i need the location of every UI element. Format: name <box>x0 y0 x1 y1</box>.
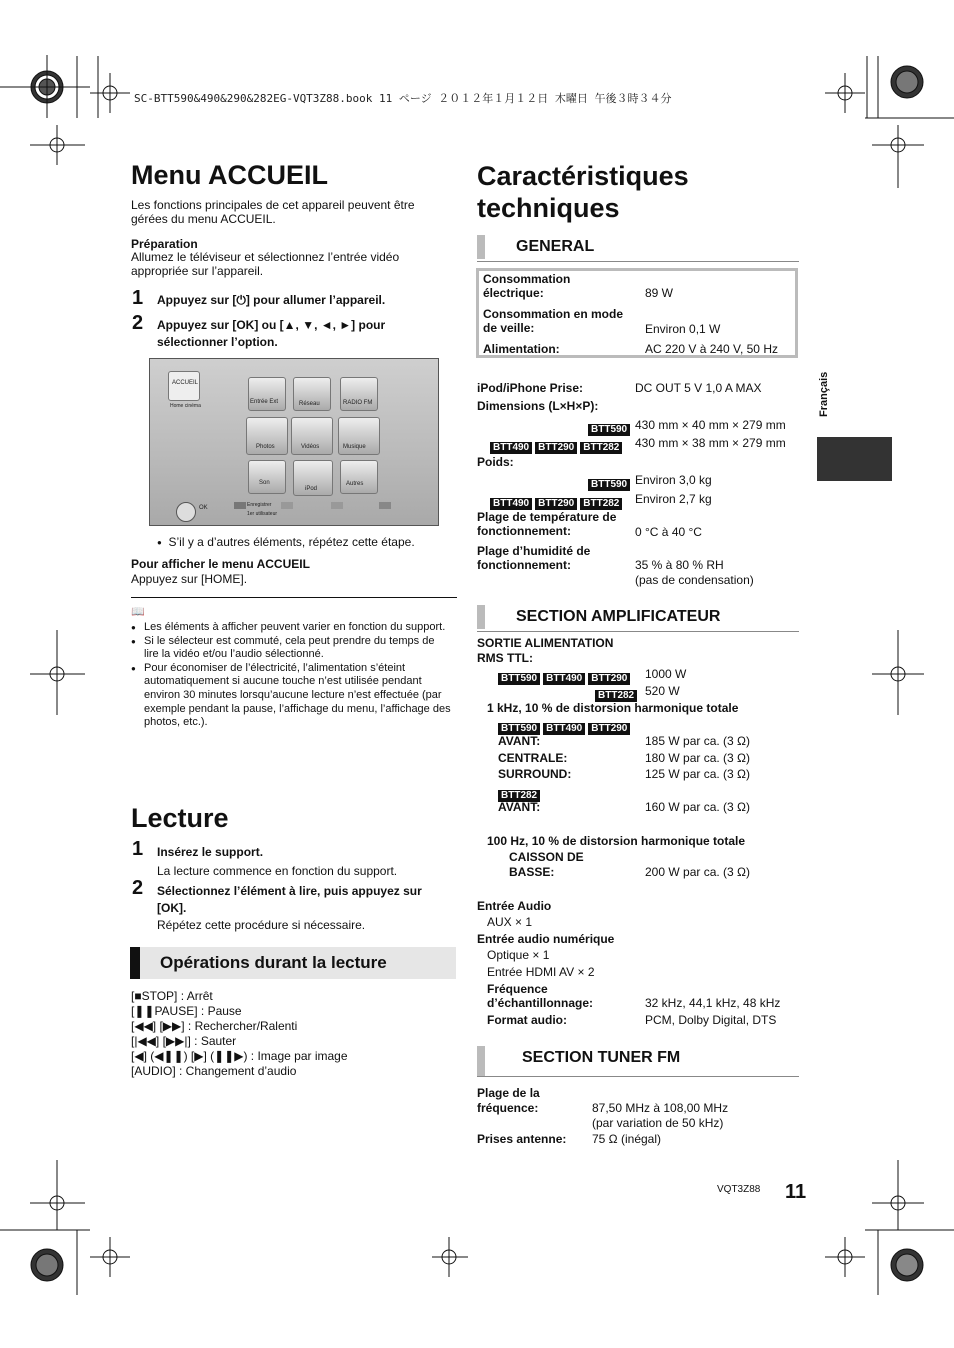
badge-row <box>585 474 630 492</box>
temp-value: 0 °C à 40 °C <box>635 525 702 539</box>
model-badge: BTT590 <box>588 424 630 436</box>
sortie-value: 1000 W <box>645 667 687 681</box>
list-item: [AUDIO] : Changement d’audio <box>131 1064 297 1078</box>
step-text: Répétez cette procédure si nécessaire. <box>157 918 366 932</box>
tile-label: Entrée Ext <box>250 399 279 405</box>
utilisateur-label: 1er utilisateur <box>247 511 278 517</box>
tile-label: Autres <box>346 481 364 487</box>
step-title: Sélectionnez l’élément à lire, puis appuyez sur [OK]. <box>157 884 422 915</box>
hum-value: 35 % à 80 % RH <box>635 558 724 572</box>
list-item: ● Les éléments à afficher peuvent varier en fonction du support. <box>131 621 451 635</box>
dim-value: 430 mm × 38 mm × 279 mm <box>635 436 786 450</box>
ops-section-title: Opérations durant la lecture <box>160 953 387 972</box>
avant-value: 185 W par ca. (3 Ω) <box>645 734 751 748</box>
home-menu-screenshot <box>149 358 439 526</box>
ops-list <box>131 989 451 1079</box>
accueil-logo-box <box>168 371 200 401</box>
freq-ech-label: Fréquence d’échantillonnage: <box>487 982 594 1010</box>
menu-accueil-title: Menu ACCUEIL <box>131 160 328 190</box>
general-heading: GENERAL <box>516 238 595 255</box>
plage-freq-note: (par variation de 50 kHz) <box>592 1116 724 1130</box>
model-badge: BTT590 <box>498 673 540 685</box>
format-label: Format audio: <box>487 1013 567 1027</box>
tile-label: Réseau <box>299 401 320 407</box>
badge-row <box>585 419 630 437</box>
doc-code: VQT3Z88 <box>717 1184 761 1195</box>
plage-freq-value: 87,50 MHz à 108,00 MHz <box>592 1101 729 1115</box>
badge-row <box>487 493 622 511</box>
badge-row <box>495 668 630 686</box>
aux-value: AUX × 1 <box>487 915 533 929</box>
specs-title: Caractéristiques techniques <box>477 161 689 223</box>
caisson-value: 200 W par ca. (3 Ω) <box>645 865 751 879</box>
avant-value: 160 W par ca. (3 Ω) <box>645 800 751 814</box>
list-item: ● Pour économiser de l’électricité, l’alimentation s’éteint automatiquement si aucune touche n’est utilisée pendant environ 30 minutes lorsqu’aucune lecture n’est effectuée (par exemple pendant la pause, l’affichage du menu, l’affichage des photos, etc.). <box>131 662 451 730</box>
tuner-section-bar <box>477 1046 799 1077</box>
show-menu-heading: Pour afficher le menu ACCUEIL <box>131 557 310 571</box>
ok-label: OK <box>199 505 208 511</box>
tile-label: Photos <box>256 444 275 450</box>
notes-list <box>131 621 451 730</box>
surround-label: SURROUND: <box>498 767 572 781</box>
book-header-line: SC-BTT590&490&290&282EG-VQT3Z88.book 11 ページ ２０１２年１月１２日 木曜日 午後３時３４分 <box>134 92 672 105</box>
menu-accueil-intro: Les fonctions principales de cet appareil peuvent être gérées du menu ACCUEIL. <box>131 198 415 226</box>
temp-label: Plage de température de fonctionnement: <box>477 510 617 538</box>
model-badge: BTT590 <box>498 723 540 735</box>
step-text: Appuyez sur [OK] ou [▲, ▼, ◄, ►] pour sélectionner l’option. <box>157 318 386 349</box>
model-badge: BTT290 <box>588 723 630 735</box>
page-number: 11 <box>785 1181 807 1203</box>
tuner-heading: SECTION TUNER FM <box>522 1049 681 1066</box>
general-section-bar <box>477 235 799 262</box>
alim-label: Alimentation: <box>483 342 560 356</box>
dim-label: Dimensions (L×H×P): <box>477 399 599 413</box>
centrale-value: 180 W par ca. (3 Ω) <box>645 751 751 765</box>
hum-note: (pas de condensation) <box>635 573 754 587</box>
caisson-label: CAISSON DE BASSE: <box>509 850 584 879</box>
veille-value: Environ 0,1 W <box>645 322 721 336</box>
antenne-value: 75 Ω (inégal) <box>592 1132 662 1146</box>
repeat-bullet: ● S’il y a d’autres éléments, répétez cette étape. <box>157 535 415 549</box>
plage-freq-label: Plage de la fréquence: <box>477 1086 540 1115</box>
alim-value: AC 220 V à 240 V, 50 Hz <box>645 342 778 356</box>
ok-dial-icon <box>176 502 196 522</box>
show-menu-text: Appuyez sur [HOME]. <box>131 572 248 586</box>
tile-label: Musique <box>343 444 366 450</box>
step-title: Insérez le support. <box>157 845 264 859</box>
accueil-label: ACCUEIL <box>172 380 199 386</box>
list-item: [|◀◀] [▶▶|] : Sauter <box>131 1034 237 1048</box>
model-badge: BTT490 <box>543 673 585 685</box>
poids-label: Poids: <box>477 455 514 469</box>
entree-audio-heading: Entrée Audio <box>477 899 552 913</box>
entree-ext-icon <box>248 377 286 411</box>
surround-value: 125 W par ca. (3 Ω) <box>645 767 751 781</box>
dim-value: 430 mm × 40 mm × 279 mm <box>635 418 786 432</box>
step-number: 1 <box>132 838 144 860</box>
ampli-section-bar <box>477 605 799 632</box>
language-label: Français <box>818 371 830 417</box>
badge-row <box>487 437 622 455</box>
list-item: [◀] (◀❚❚) [▶] (❚❚▶) : Image par image <box>131 1049 348 1063</box>
conso-value: 89 W <box>645 286 674 300</box>
veille-label: Consommation en mode de veille: <box>483 307 624 335</box>
step-text: La lecture commence en fonction du support. <box>157 864 398 878</box>
hz-heading: 100 Hz, 10 % de distorsion harmonique totale <box>487 834 746 848</box>
ops-section-bar <box>130 947 456 979</box>
model-badge: BTT490 <box>490 498 532 510</box>
ipod-label: iPod/iPhone Prise: <box>477 381 584 395</box>
centrale-label: CENTRALE: <box>498 751 568 765</box>
preparation-heading: Préparation <box>131 237 198 251</box>
format-value: PCM, Dolby Digital, DTS <box>645 1013 777 1027</box>
section-tab-marker <box>817 437 892 481</box>
tile-label: Son <box>259 480 270 486</box>
hum-label: Plage d’humidité de fonctionnement: <box>477 544 591 572</box>
avant-label: AVANT: <box>498 734 541 748</box>
model-badge: BTT590 <box>588 479 630 491</box>
list-item: [■STOP] : Arrêt <box>131 989 213 1003</box>
son-icon <box>248 460 286 494</box>
yellow-key-icon <box>331 502 343 509</box>
home-cinema-label: Home cinéma <box>170 403 201 409</box>
green-key-icon <box>281 502 293 509</box>
list-item: ● Si le sélecteur est commuté, cela peut prendre du temps de lire la vidéo et/ou l’audio sélectionné. <box>131 635 451 662</box>
red-key-icon <box>234 502 246 509</box>
book-note-icon: 📖 <box>131 606 145 618</box>
conso-label: Consommation électrique: <box>483 272 571 300</box>
tile-label: Vidéos <box>301 444 320 450</box>
model-badge: BTT490 <box>490 442 532 454</box>
list-item: [❚❚PAUSE] : Pause <box>131 1004 242 1018</box>
step-number: 2 <box>132 312 144 334</box>
step-number: 2 <box>132 877 144 899</box>
model-badge: BTT282 <box>580 442 622 454</box>
antenne-label: Prises antenne: <box>477 1132 567 1146</box>
list-item: [◀◀] [▶▶] : Rechercher/Ralenti <box>131 1019 298 1033</box>
model-badge: BTT290 <box>535 498 577 510</box>
poids-value: Environ 3,0 kg <box>635 473 712 487</box>
step-text: Appuyez sur [⏻] pour allumer l’appareil. <box>157 293 386 307</box>
step-number: 1 <box>132 287 144 309</box>
ampli-heading: SECTION AMPLIFICATEUR <box>516 608 721 625</box>
blue-key-icon <box>379 502 391 509</box>
avant-label: AVANT: <box>498 800 541 814</box>
autres-icon <box>340 460 378 494</box>
optique-value: Optique × 1 <box>487 948 550 962</box>
model-badge: BTT290 <box>535 442 577 454</box>
lecture-title: Lecture <box>131 803 229 833</box>
poids-value: Environ 2,7 kg <box>635 492 712 506</box>
entree-num-heading: Entrée audio numérique <box>477 932 615 946</box>
hdmi-value: Entrée HDMI AV × 2 <box>487 965 595 979</box>
khz-heading: 1 kHz, 10 % de distorsion harmonique totale <box>487 701 739 715</box>
model-badge: BTT282 <box>498 790 540 802</box>
model-badge: BTT282 <box>595 690 637 702</box>
enregistrer-label: Enregistrer <box>247 502 272 508</box>
tile-label: RADIO FM <box>343 400 373 406</box>
freq-ech-value: 32 kHz, 44,1 kHz, 48 kHz <box>645 996 781 1010</box>
sortie-label: SORTIE ALIMENTATION RMS TTL: <box>477 636 614 665</box>
sortie-value: 520 W <box>645 684 680 698</box>
model-badge: BTT282 <box>580 498 622 510</box>
model-badge: BTT290 <box>588 673 630 685</box>
model-badge: BTT490 <box>543 723 585 735</box>
ipod-value: DC OUT 5 V 1,0 A MAX <box>635 381 762 395</box>
divider <box>131 597 457 598</box>
tile-label: iPod <box>305 486 318 492</box>
preparation-text: Allumez le téléviseur et sélectionnez l’entrée vidéo appropriée sur l’appareil. <box>131 250 400 278</box>
